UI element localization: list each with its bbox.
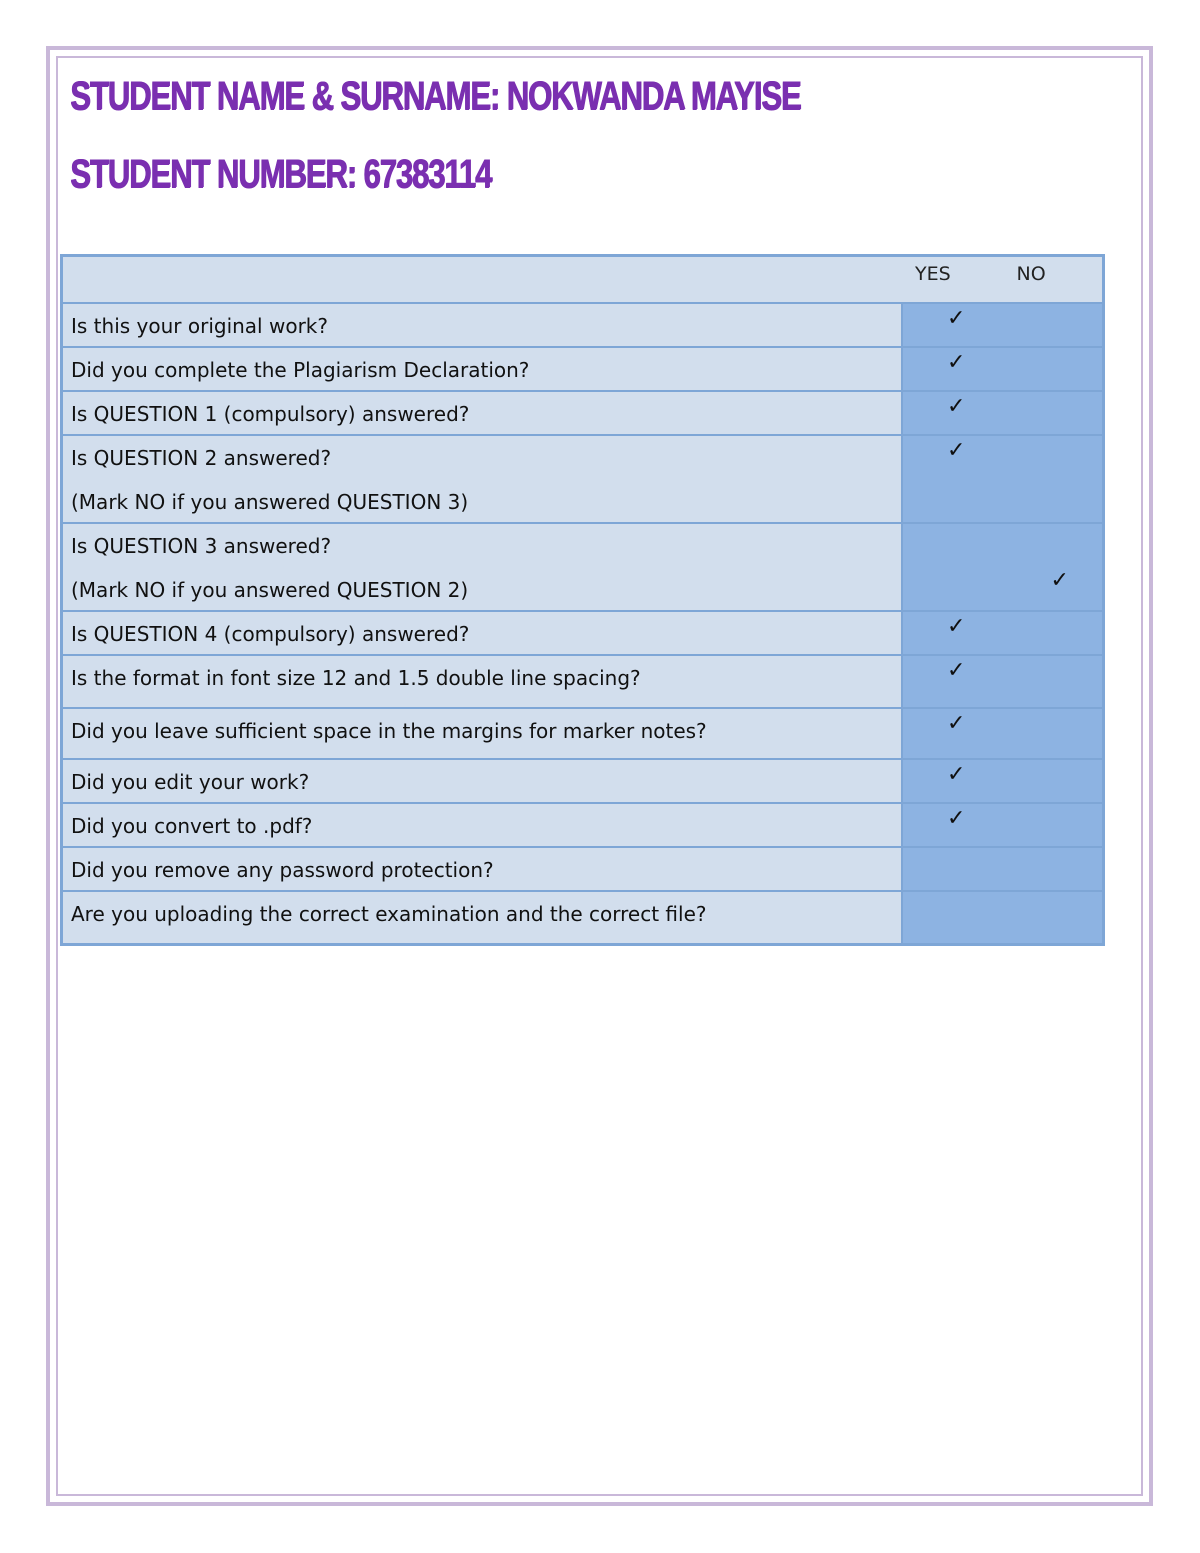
no-answer-cell[interactable]: [1003, 892, 1103, 943]
question-text: Are you uploading the correct examination and the correct file?: [71, 902, 707, 926]
answer-cells: [903, 392, 1102, 434]
yes-answer-cell[interactable]: [903, 436, 1003, 522]
yes-answer-cell[interactable]: [903, 348, 1003, 390]
answer-cells: [903, 760, 1102, 802]
question-text: Is QUESTION 2 answered?: [71, 446, 332, 470]
student-number-heading: STUDENT NUMBER: 67383114: [70, 152, 492, 196]
checkmark-icon: ✓: [947, 306, 966, 331]
answer-cells: [903, 524, 1102, 610]
no-answer-cell[interactable]: [1003, 848, 1103, 890]
yes-answer-cell[interactable]: [903, 760, 1003, 802]
no-column-header: [1003, 257, 1103, 302]
question-text: Is the format in font size 12 and 1.5 double line spacing?: [71, 666, 641, 690]
yes-answer-cell[interactable]: [903, 392, 1003, 434]
answer-cells: [903, 436, 1102, 522]
checkmark-icon: ✓: [1050, 568, 1069, 593]
question-column-header: [63, 257, 903, 302]
answer-cells: [903, 804, 1102, 846]
checkmark-icon: ✓: [947, 614, 966, 639]
checklist-question: [63, 760, 903, 802]
answer-cells: [903, 848, 1102, 890]
question-text: Is QUESTION 1 (compulsory) answered?: [71, 402, 470, 426]
question-text: Did you leave sufficient space in the margins for marker notes?: [71, 719, 707, 743]
yes-answer-cell[interactable]: [903, 612, 1003, 654]
checkmark-icon: ✓: [947, 394, 966, 419]
no-answer-cell[interactable]: [1003, 304, 1103, 346]
question-text: Did you remove any password protection?: [71, 858, 494, 882]
checklist-row: [63, 346, 1102, 390]
checklist-question: [63, 304, 903, 346]
checklist-question: [63, 392, 903, 434]
question-text: Is QUESTION 4 (compulsory) answered?: [71, 622, 470, 646]
question-text: Did you complete the Plagiarism Declaration?: [71, 358, 530, 382]
yes-answer-cell[interactable]: [903, 892, 1003, 943]
question-text: Did you convert to .pdf?: [71, 814, 313, 838]
yes-answer-cell[interactable]: [903, 709, 1003, 758]
checklist-row: [63, 610, 1102, 654]
answer-column-headers: [903, 257, 1102, 302]
checklist-question: [63, 524, 903, 610]
question-text: Did you edit your work?: [71, 770, 310, 794]
answer-cells: [903, 656, 1102, 707]
yes-column-header: [903, 257, 1003, 302]
checkmark-icon: ✓: [947, 350, 966, 375]
checkmark-icon: ✓: [947, 762, 966, 787]
question-text: (Mark NO if you answered QUESTION 2): [71, 578, 469, 602]
no-answer-cell[interactable]: [1003, 524, 1103, 610]
checklist-question: [63, 804, 903, 846]
checklist-question: [63, 892, 903, 943]
question-text: (Mark NO if you answered QUESTION 3): [71, 490, 469, 514]
submission-checklist-table: [60, 254, 1105, 946]
checklist-row: [63, 802, 1102, 846]
checklist-row: [63, 890, 1102, 943]
checklist-question: [63, 436, 903, 522]
yes-answer-cell[interactable]: [903, 804, 1003, 846]
yes-answer-cell[interactable]: [903, 656, 1003, 707]
no-answer-cell[interactable]: [1003, 709, 1103, 758]
checklist-row: [63, 758, 1102, 802]
no-answer-cell[interactable]: [1003, 348, 1103, 390]
no-label: NO: [1016, 263, 1046, 285]
checkmark-icon: ✓: [947, 658, 966, 683]
answer-cells: [903, 892, 1102, 943]
no-answer-cell[interactable]: [1003, 804, 1103, 846]
answer-cells: [903, 612, 1102, 654]
question-text: Is QUESTION 3 answered?: [71, 534, 332, 558]
checklist-row: [63, 846, 1102, 890]
answer-cells: [903, 709, 1102, 758]
checklist-question: [63, 348, 903, 390]
no-answer-cell[interactable]: [1003, 436, 1103, 522]
checklist-row: [63, 434, 1102, 522]
yes-answer-cell[interactable]: [903, 304, 1003, 346]
checkmark-icon: ✓: [947, 806, 966, 831]
checkmark-icon: ✓: [947, 711, 966, 736]
checklist-row: [63, 707, 1102, 758]
checklist-question: [63, 709, 903, 758]
no-answer-cell[interactable]: [1003, 392, 1103, 434]
yes-answer-cell[interactable]: [903, 848, 1003, 890]
checklist-question: [63, 656, 903, 707]
student-name-heading: STUDENT NAME & SURNAME: NOKWANDA MAYISE: [70, 74, 801, 118]
checklist-header-row: [63, 257, 1102, 302]
checkmark-icon: ✓: [947, 438, 966, 463]
checklist-question: [63, 848, 903, 890]
checklist-row: [63, 654, 1102, 707]
checklist-question: [63, 612, 903, 654]
no-answer-cell[interactable]: [1003, 760, 1103, 802]
no-answer-cell[interactable]: [1003, 612, 1103, 654]
answer-cells: [903, 304, 1102, 346]
yes-label: YES: [915, 263, 951, 285]
checklist-row: [63, 522, 1102, 610]
checklist-row: [63, 302, 1102, 346]
yes-answer-cell[interactable]: [903, 524, 1003, 610]
answer-cells: [903, 348, 1102, 390]
no-answer-cell[interactable]: [1003, 656, 1103, 707]
question-text: Is this your original work?: [71, 314, 328, 338]
checklist-row: [63, 390, 1102, 434]
